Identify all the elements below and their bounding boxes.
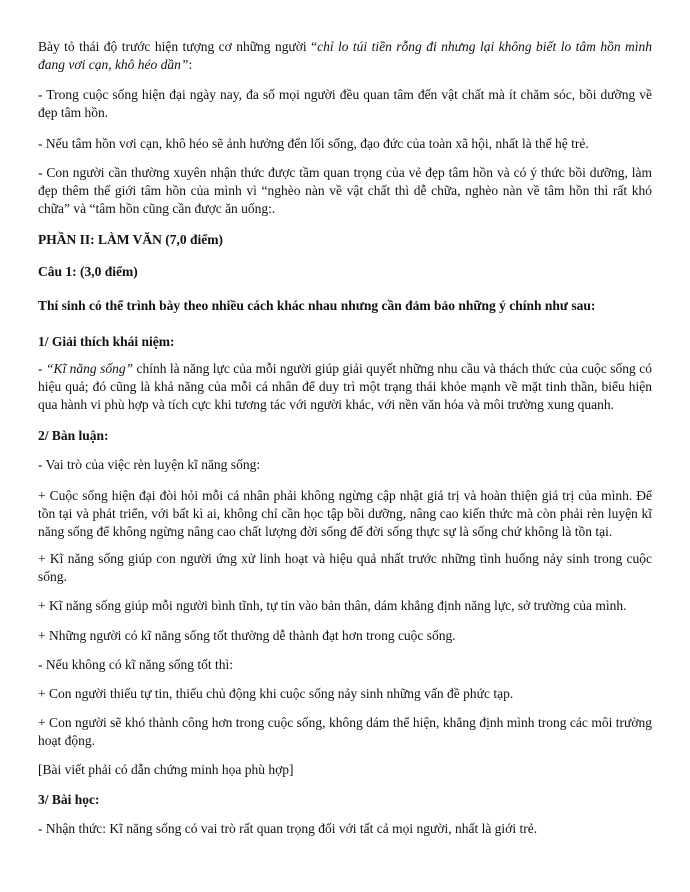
section-1-term: “Kĩ năng sống” (45, 361, 134, 376)
section-2-item: + Kĩ năng sống giúp con người ứng xử linh hoạt và hiệu quả nhất trước những tình huống nảy sinh trong cuộc sống. (38, 551, 652, 584)
intro-tail: : (188, 57, 193, 72)
grading-note: Thí sinh có thể trình bày theo nhiều cách khác nhau nhưng cần đảm bảo những ý chính như sau: (38, 298, 596, 313)
section-2-heading: 2/ Bàn luận: (38, 428, 109, 443)
section-3-heading: 3/ Bài học: (38, 792, 100, 807)
point-2: - Nếu tâm hồn vơi cạn, khô héo sẽ ảnh hưởng đến lối sống, đạo đức của toàn xã hội, nhất là thế hệ trẻ. (38, 136, 589, 151)
section-2-item: + Con người thiếu tự tin, thiếu chủ động khi cuộc sống nảy sinh những vấn đề phức tạp. (38, 686, 514, 701)
section-2-item: + Kĩ năng sống giúp mỗi người bình tĩnh, tự tin vào bản thân, dám khẳng định năng lực, sở trường của mình. (38, 598, 627, 613)
section-2-item: - Nếu không có kĩ năng sống tốt thì: (38, 657, 233, 672)
section-1-lead: - (38, 361, 46, 376)
section-2-item: - Vai trò của việc rèn luyện kĩ năng sống: (38, 457, 261, 472)
intro-paragraph (38, 38, 652, 74)
section-3-item: - Nhận thức: Kĩ năng sống có vai trò rất quan trọng đối với tất cả mọi người, nhất là giới trẻ. (38, 821, 538, 836)
point-3: - Con người cần thường xuyên nhận thức được tầm quan trọng của vẻ đẹp tâm hồn và có ý thức bồi dưỡng, làm đẹp thêm thế giới tâm hồn của mình vì “nghèo nàn về vật chất thì dễ chữa, nghèo nàn về tâm hồn thì rất khó chữa” và “tâm hồn cũng cần được ăn uống:. (38, 165, 652, 216)
section-2-item: + Cuộc sống hiện đại đòi hỏi mỗi cá nhân phải không ngừng cập nhật giá trị và hoàn thiện giá trị của mình. Để tồn tại và phát triển, với bất kì ai, không chỉ cần học tập bồi dưỡng, nâng cao kiến thức mà còn phải rèn luyện kĩ năng sống để không ngừng nâng cao chất lượng đời sống để đời sống thực sự là sống chứ không là tồn tại. (38, 488, 652, 539)
section-1-heading: 1/ Giải thích khái niệm: (38, 334, 175, 349)
part2-heading: PHẦN II: LÀM VĂN (7,0 điểm) (38, 232, 223, 247)
point-1: - Trong cuộc sống hiện đại ngày nay, đa số mọi người đều quan tâm đến vật chất mà ít chăm sóc, bồi dưỡng về đẹp tâm hồn. (38, 87, 652, 120)
section-1-body (38, 360, 652, 414)
section-2-item: + Những người có kĩ năng sống tốt thường dễ thành đạt hơn trong cuộc sống. (38, 628, 456, 643)
intro-quote: chỉ lo túi tiền rỗng đi nhưng lại không biết lo tâm hồn mình đang vơi cạn, khô héo dần” (38, 39, 653, 72)
question-1-heading: Câu 1: (3,0 điểm) (38, 264, 138, 279)
section-2-item: + Con người sẽ khó thành công hơn trong cuộc sống, không dám thể hiện, khẳng định mình trong các môi trường hoạt động. (38, 715, 652, 748)
intro-lead: Bày tỏ thái độ trước hiện tượng cơ những người “ (38, 39, 318, 54)
section-1-text: chính là năng lực của mỗi người giúp giải quyết những nhu cầu và thách thức của cuộc sống có hiệu quả; đó cũng là khả năng của mỗi cá nhân để duy trì một trạng thái khỏe mạnh về mặt tinh thần, biểu hiện qua hành vi phù hợp và tích cực khi tương tác với người khác, với nền văn hóa và môi trường xung quanh. (38, 361, 652, 412)
section-2-note: [Bài viết phải có dẫn chứng minh họa phù hợp] (38, 762, 294, 777)
